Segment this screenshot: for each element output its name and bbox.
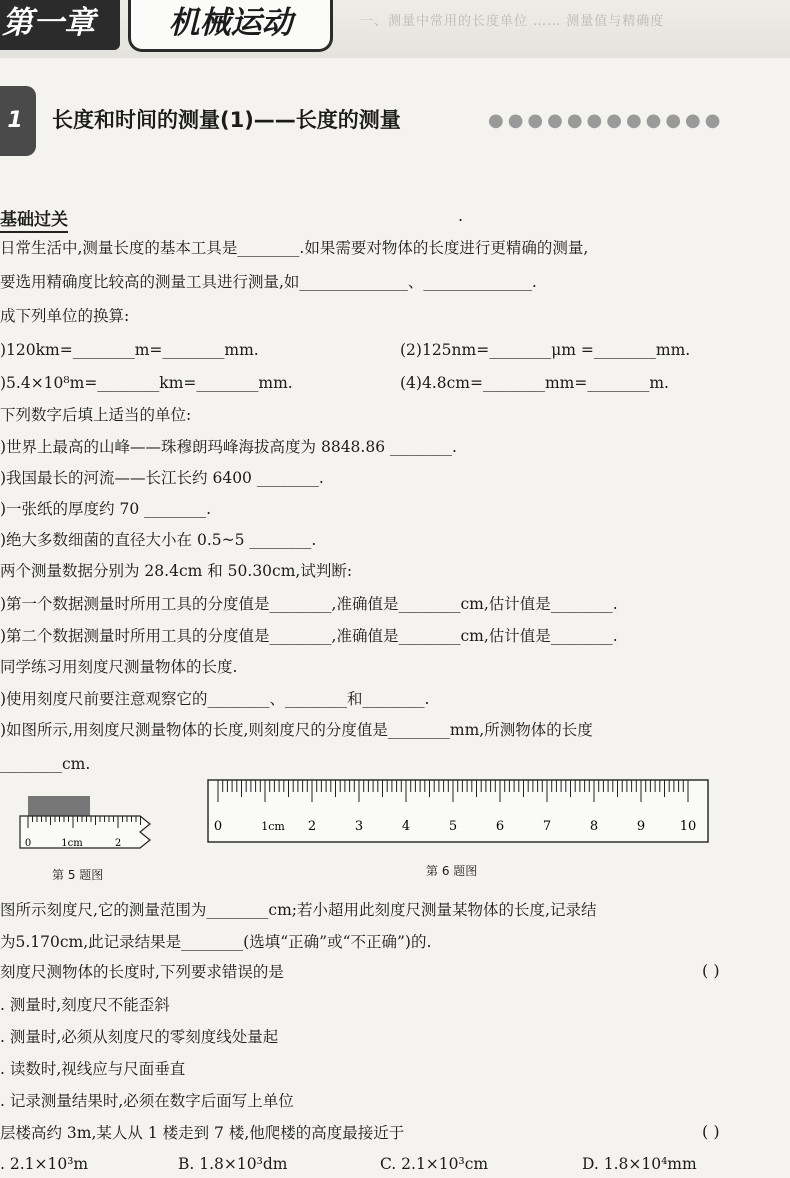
q2-item3: )5.4×10⁸m=________km=________mm. xyxy=(0,374,293,392)
fig5-object-block xyxy=(28,796,90,816)
q7-option-d: . 记录测量结果时,必须在数字后面写上单位 xyxy=(0,1092,294,1110)
q8-answer-bracket: ( ) xyxy=(702,1122,720,1141)
section-title: 长度和时间的测量(1)——长度的测量 xyxy=(52,108,401,132)
fig6-caption: 第 6 题图 xyxy=(426,864,478,878)
section-dots-decoration: ●●●●●●●●●●●● xyxy=(488,110,725,131)
fig6-label: 7 xyxy=(542,819,552,834)
q7-stem: 刻度尺测物体的长度时,下列要求错误的是 xyxy=(0,963,284,981)
q7-option-a: . 测量时,刻度尺不能歪斜 xyxy=(0,996,170,1014)
q5-item2: )如图所示,用刻度尺测量物体的长度,则刻度尺的分度值是________mm,所测物体的长度 xyxy=(0,721,593,739)
section-number-badge: 1 xyxy=(0,86,36,156)
q7-option-c: . 读数时,视线应与尺面垂直 xyxy=(0,1060,186,1078)
fig5-ruler-body xyxy=(20,816,150,848)
fig6-label: 5 xyxy=(448,819,458,834)
q8-option-c: C. 2.1×10³cm xyxy=(380,1155,489,1173)
q5-stem: 同学练习用刻度尺测量物体的长度. xyxy=(0,658,238,676)
q4-stem: 两个测量数据分别为 28.4cm 和 50.30cm,试判断: xyxy=(0,562,353,580)
fig5-ruler xyxy=(0,790,160,870)
q8-option-b: B. 1.8×10³dm xyxy=(178,1155,288,1173)
chapter-label: 第一章 xyxy=(0,0,120,50)
fig5-label-2: 2 xyxy=(114,838,122,849)
fig6-label: 8 xyxy=(589,819,599,834)
q2-item1: )120km=________m=________mm. xyxy=(0,341,259,359)
q2-item4: (4)4.8cm=________mm=________m. xyxy=(400,374,669,392)
q6-line1: 图所示刻度尺,它的测量范围为________cm;若小超用此刻度尺测量某物体的长度,记录结 xyxy=(0,901,597,919)
fig6-label: 0 xyxy=(213,819,223,834)
q3-item3: )一张纸的厚度约 70 ________. xyxy=(0,500,212,518)
fig6-label: 9 xyxy=(636,819,646,834)
q3-item1: )世界上最高的山峰——珠穆朗玛峰海拔高度为 8848.86 ________. xyxy=(0,438,457,456)
fig5-caption: 第 5 题图 xyxy=(52,868,104,882)
q1-line1: 日常生活中,测量长度的基本工具是________.如果需要对物体的长度进行更精确的测量, xyxy=(0,239,589,257)
q6-line2: 为5.170cm,此记录结果是________(选填“正确”或“不正确”)的. xyxy=(0,933,432,951)
q8-option-a: . 2.1×10³m xyxy=(0,1155,89,1173)
basic-heading: 基础过关 xyxy=(0,205,68,233)
q5-item1: )使用刻度尺前要注意观察它的________、________和________. xyxy=(0,690,430,708)
fig6-label: 1cm xyxy=(261,820,285,833)
q3-stem: 下列数字后填上适当的单位: xyxy=(0,406,192,424)
q5-item2-cont: ________cm. xyxy=(0,755,91,773)
q1-line2: 要选用精确度比较高的测量工具进行测量,如______________、______________. xyxy=(0,273,537,291)
fig5-label-1: 1cm xyxy=(61,838,83,849)
q4-item2: )第二个数据测量时所用工具的分度值是________,准确值是________cm,估计值是________. xyxy=(0,627,618,645)
q7-answer-bracket: ( ) xyxy=(702,961,720,980)
fig6-label: 6 xyxy=(495,819,505,834)
q7-option-b: . 测量时,必须从刻度尺的零刻度线处量起 xyxy=(0,1028,279,1046)
q2-stem: 成下列单位的换算: xyxy=(0,307,130,325)
fig6-label: 3 xyxy=(354,819,364,834)
q3-item4: )绝大多数细菌的直径大小在 0.5~5 ________. xyxy=(0,531,317,549)
q3-item2: )我国最长的河流——长江长约 6400 ________. xyxy=(0,469,324,487)
q2-item2: (2)125nm=________μm =________mm. xyxy=(400,341,691,359)
chapter-title: 机械运动 xyxy=(128,0,333,52)
fig6-ruler xyxy=(206,778,712,846)
dot-mark: . xyxy=(458,206,464,225)
fig6-label: 10 xyxy=(679,819,697,834)
q8-stem: 层楼高约 3m,某人从 1 楼走到 7 楼,他爬楼的高度最接近于 xyxy=(0,1124,405,1142)
fig6-label: 4 xyxy=(401,819,411,834)
q8-option-d: D. 1.8×10⁴mm xyxy=(582,1155,697,1173)
fig5-label-0: 0 xyxy=(24,838,32,849)
q4-item1: )第一个数据测量时所用工具的分度值是________,准确值是________cm,估计值是________. xyxy=(0,595,618,613)
header-faded-text: 一、测量中常用的长度单位 …… 测量值与精确度 xyxy=(360,14,665,29)
fig6-label: 2 xyxy=(307,819,317,834)
